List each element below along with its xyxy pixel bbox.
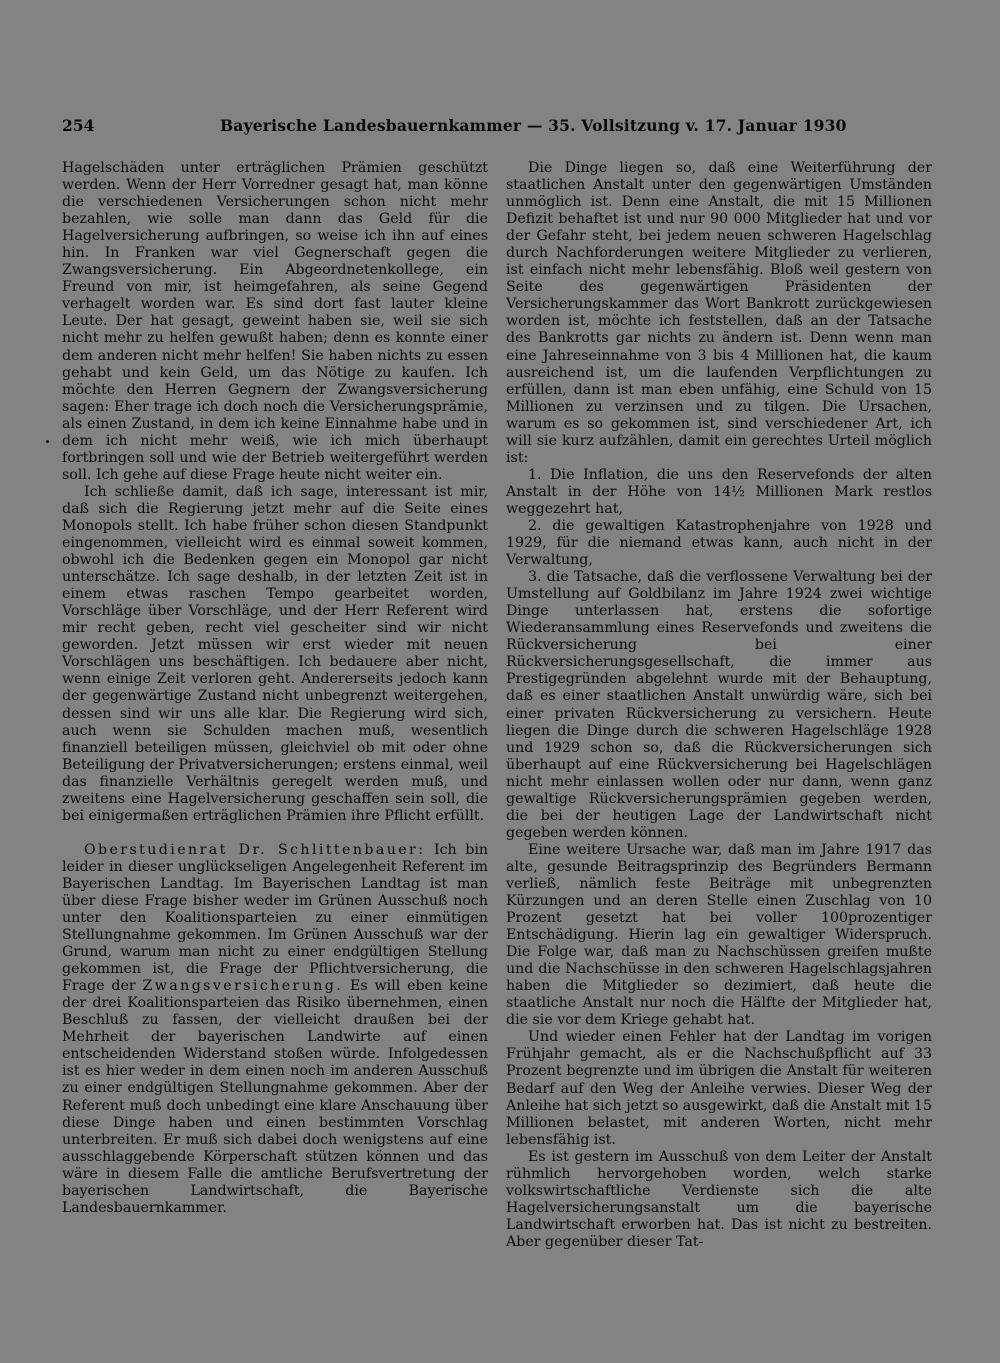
paragraph-text: Es will eben keine der drei Koalitionsparteien das Risiko übernehmen, einen Beschluß zu fassen, der vielleicht draußen bei der Mehrheit der bayerischen Landwirte auf einen entscheidenden Widerstand stoßen würde. Infolgedessen ist es hier weder in dem einen noch im anderen Ausschuß zu einer endgültigen Stellungnahme gekommen. Aber der Referent muß doch unbedingt eine klare Anschauung über diese Dinge haben und einen bestimmten Vorschlag unterbreiten. Er muß sich dabei doch wenigstens auf eine ausschlaggebende Körperschaft stützen können und das wäre in diesem Falle die amtliche Berufsvertretung der bayerischen Landwirtschaft, die Bayerische Landesbauernkammer.	[62, 978, 489, 1216]
paragraph: Die Dinge liegen so, daß eine Weiterführung der staatlichen Anstalt unter den gegenwärtigen Umständen unmöglich ist. Denn eine Anstalt, die mit 15 Millionen Defizit behaftet ist und nur 90 000 Mitglieder hat und vor der Gefahr steht, bei jedem neuen schweren Hagelschlag durch Nachforderungen weitere Mitglieder zu verlieren, ist einfach nicht mehr lebensfähig. Bloß weil gestern von Seite des gegenwärtigen Präsidenten der Versicherungskammer das Wort Bankrott zurückgewiesen worden ist, möchte ich feststellen, daß an der Tatsache des Bankrotts gar nichts zu ändern ist. Denn wenn man eine Jahreseinnahme von 3 bis 4 Millionen hat, die kaum ausreichend ist, um die laufenden Verpflichtungen zu erfüllen, dann ist man eben unfähig, eine Schuld von 15 Millionen zu verzinsen und zu tilgen. Die Ursachen, warum es so gekommen ist, sind verschiedener Art, ich will sie kurz aufzählen, damit ein gerechtes Urteil möglich ist:	[506, 160, 932, 466]
left-column	[62, 160, 488, 1217]
emphasized-term: Zwangsversicherung.	[142, 978, 344, 995]
running-title: Bayerische Landesbauernkammer — 35. Vollsitzung v. 17. Januar 1930	[220, 116, 847, 135]
margin-mark	[46, 440, 49, 443]
paragraph: Ich schließe damit, daß ich sage, interessant ist mir, daß sich die Regierung jetzt mehr auf die Seite eines Monopols stellt. Ich habe früher schon diesen Standpunkt eingenommen, vielleicht wird es einmal soweit kommen, obwohl ich die Bedenken gegen ein Monopol gar nicht unterschätze. Ich sage deshalb, in der letzten Zeit ist in einem etwas raschen Tempo gearbeitet worden, Vorschläge über Vorschläge, und der Herr Referent wird mir recht geben, recht viel gescheiter sind wir nicht geworden. Jetzt müssen wir erst wieder mit neuen Vorschlägen uns beschäftigen. Ich bedauere aber nicht, wenn einige Zeit verloren geht. Andererseits jedoch kann der gegenwärtige Zustand nicht unbegrenzt weitergehen, dessen sind wir uns alle klar. Die Regierung wird sich, auch wenn sie Schulden machen muß, wesentlich finanziell beteiligen müssen, gleichviel ob mit oder ohne Beteiligung der Privatversicherungen; erstens einmal, weil das finanzielle Verhältnis geregelt werden muß, und zweitens eine Hagelversicherung geschaffen sein soll, die bei einigermaßen erträglichen Prämien ihre Pflicht erfüllt.	[62, 483, 488, 824]
right-column	[506, 160, 932, 1251]
paragraph: Es ist gestern im Ausschuß von dem Leiter der Anstalt rühmlich hervorgehoben worden, welch starke volkswirtschaftliche Verdienste sich die alte Hagelversicherungsanstalt um die bayerische Landwirtschaft erworben hat. Das ist nicht zu bestreiten. Aber gegenüber dieser Tat-	[506, 1148, 932, 1250]
paragraph-text: Ich bin leider in dieser unglückseligen Angelegenheit Referent im Bayerischen Landtag. Im Bayerischen Landtag ist man über diese Frage bisher weder im Grünen Ausschuß noch unter den Koalitionsparteien zu einer einmütigen Stellungnahme gekommen. Im Grünen Ausschuß war der Grund, warum man nicht zu einer endgültigen Stellung gekommen ist, die Frage der Pflichtversicherung, die Frage der	[62, 841, 488, 995]
list-item: 1. Die Inflation, die uns den Reservefonds der alten Anstalt in der Höhe von 14½ Millionen Mark restlos weggezehrt hat,	[506, 466, 932, 517]
paragraph: Eine weitere Ursache war, daß man im Jahre 1917 das alte, gesunde Beitragsprinzip des Begründers Bermann verließ, nämlich feste Beiträge mit unbegrenzten Kürzungen und an deren Stelle einen Zuschlag von 10 Prozent gesetzt hat bei voller 100prozentiger Entschädigung. Hierin lag ein gewaltiger Widerspruch. Die Folge war, daß man zu Nachschüssen greifen mußte und die Nachschüsse in den schweren Hagelschlagsjahren haben die Mitglieder so dezimiert, daß heute die staatliche Anstalt nur noch die Hälfte der Mitglieder hat, die sie vor dem Kriege gehabt hat.	[506, 841, 932, 1029]
speaker-paragraph	[62, 842, 488, 1217]
paragraph: Hagelschäden unter erträglichen Prämien geschützt werden. Wenn der Herr Vorredner gesagt hat, man könne die verschiedenen Versicherungen schon nicht mehr bezahlen, wie solle man dann das Geld für die Hagelversicherung aufbringen, so weise ich ihn auf eines hin. In Franken war viel Gegnerschaft gegen die Zwangsversicherung. Ein Abgeordnetenkollege, ein Freund von mir, ist heimgefahren, als seine Gegend verhagelt worden war. Es sind dort fast lauter kleine Leute. Der hat gesagt, geweint haben sie, weil sie sich nicht mehr zu helfen gewußt haben; denn es konnte einer dem anderen nicht mehr helfen! Sie haben nichts zu essen gehabt und kein Geld, um das Nötige zu kaufen. Ich möchte den Herren Gegnern der Zwangsversicherung sagen: Eher trage ich doch noch die Versicherungsprämie, als einen Zustand, in dem ich keine Einnahme habe und in dem ich nicht mehr weiß, wie ich mich überhaupt fortbringen soll und wie der Betrieb weitergeführt werden soll. Ich gehe auf diese Frage heute nicht weiter ein.	[62, 160, 488, 483]
list-item: 2. die gewaltigen Katastrophenjahre von 1928 und 1929, für die niemand etwas kann, auch nicht in der Verwaltung,	[506, 517, 932, 569]
speaker-name: Oberstudienrat Dr. Schlittenbauer:	[84, 841, 426, 858]
list-item: 3. die Tatsache, daß die verflossene Verwaltung bei der Umstellung auf Goldbilanz im Jahre 1924 zwei wichtige Dinge unterlassen hat, erstens die sofortige Wiederansammlung eines Reservefonds und zweitens die Rückversicherung bei einer Rückversicherungsgesellschaft, die immer aus Prestigegründen abgelehnt wurde mit der Behauptung, daß es einer staatlichen Anstalt unwürdig wäre, sich bei einer privaten Rückversicherung zu versichern. Heute liegen die Dinge durch die schweren Hagelschläge 1928 und 1929 schon so, daß die Rückversicherungen sich überhaupt auf eine Rückversicherung bei Hagelschlägen nicht mehr einlassen wollen oder nur dann, wenn ganz gewaltige Rückversicherungsprämien gegeben werden, die bei der heutigen Lage der Landwirtschaft nicht gegeben werden können.	[506, 569, 932, 841]
page-header	[62, 116, 847, 138]
paragraph: Und wieder einen Fehler hat der Landtag im vorigen Frühjahr gemacht, als er die Nachschußpflicht auf 33 Prozent begrenzte und im übrigen die Anstalt für weiteren Bedarf auf den Weg der Anleihe verwies. Dieser Weg der Anleihe hat sich jetzt so ausgewirkt, daß die Anstalt mit 15 Millionen belastet, mit anderen Worten, nicht mehr lebensfähig ist.	[506, 1029, 932, 1148]
page-number: 254	[62, 116, 95, 135]
